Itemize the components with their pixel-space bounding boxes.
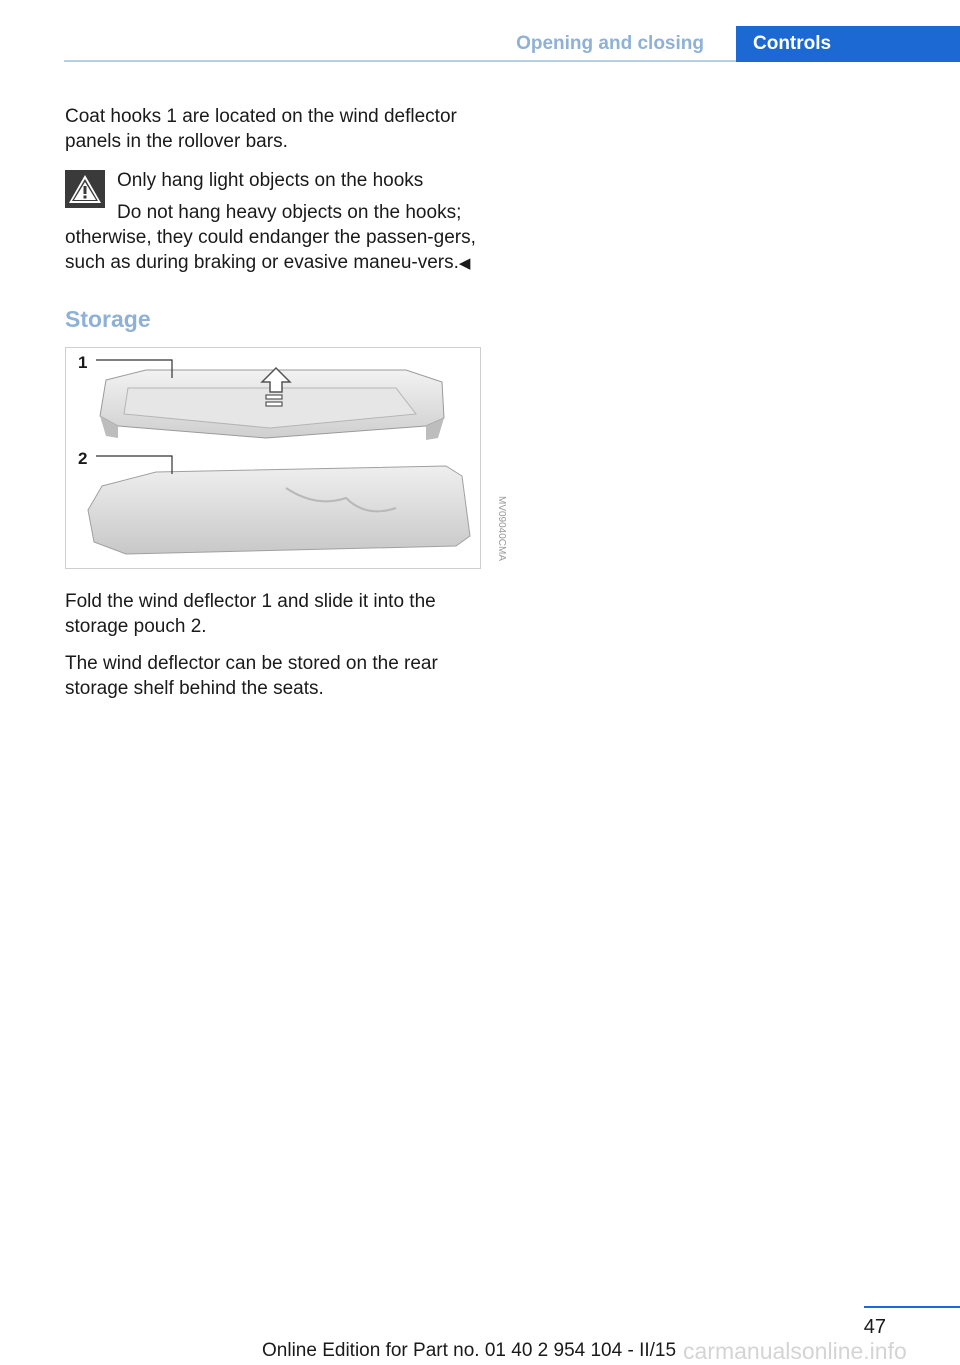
fold-paragraph: Fold the wind deflector 1 and slide it into the storage pouch 2. xyxy=(65,591,436,637)
section-heading-storage: Storage xyxy=(65,306,151,332)
watermark-text: carmanualsonline.info xyxy=(683,1338,907,1364)
warning-body xyxy=(65,225,485,276)
wind-deflector-illustration xyxy=(66,348,480,568)
figure-wind-deflector xyxy=(65,347,507,569)
callout-2: 2 xyxy=(78,449,88,468)
footer-rule xyxy=(864,1306,960,1308)
end-mark: ◀ xyxy=(458,255,471,272)
warning-triangle-icon xyxy=(65,170,105,208)
store-paragraph: The wind deflector can be stored on the rear storage shelf behind the seats. xyxy=(65,653,438,699)
page-number: 47 xyxy=(863,1316,886,1338)
figure-code xyxy=(487,496,507,576)
figure-code-text: MV09040CMA xyxy=(496,496,507,562)
warning-body-first: Do not hang heavy objects on the hooks; xyxy=(117,202,462,223)
warning-notice xyxy=(65,168,485,276)
page-content xyxy=(65,104,507,713)
callout-1: 1 xyxy=(78,353,88,372)
header-chapter-tab: Controls xyxy=(736,26,960,62)
header-section-title: Opening and closing xyxy=(516,33,704,54)
intro-paragraph: Coat hooks 1 are located on the wind deflector panels in the rollover bars. xyxy=(65,106,457,152)
warning-body-rest: otherwise, they could endanger the passen-gers, such as during braking or evasive maneu-vers. xyxy=(65,227,476,273)
edition-text: Online Edition for Part no. 01 40 2 954 104 - II/15 xyxy=(262,1340,677,1361)
warning-title: Only hang light objects on the hooks xyxy=(117,170,424,191)
header-rule xyxy=(64,60,736,62)
